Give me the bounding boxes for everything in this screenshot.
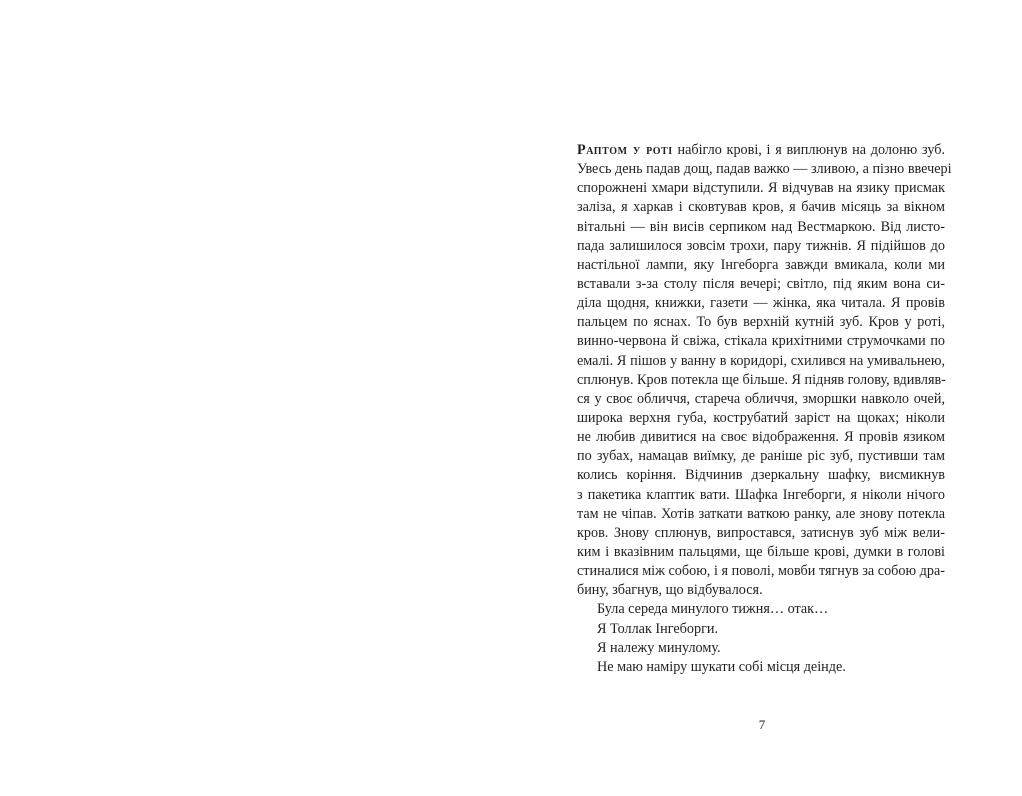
text-line: сплюнув. Кров потекла ще більше. Я підняв голову, вдивляв- — [577, 371, 946, 388]
text-line: вітальні — він висів серпиком над Вестмаркою. Від листо- — [577, 218, 945, 235]
short-paragraph: Не маю наміру шукати собі місця деінде. — [597, 658, 846, 675]
page-number: 7 — [758, 717, 766, 732]
text-line: стиналися між собою, і я поволі, мовби тягнув за собою дра- — [577, 563, 945, 580]
text-line: колись коріння. Відчинив дзеркальну шафку, висмикнув — [577, 467, 945, 484]
text-line: там не чіпав. Хотів заткати ваткою ранку, але знову потекла — [577, 505, 945, 522]
text-line: вставали з-за столу після вечері; світло, під яким вона си- — [577, 275, 945, 292]
text-line: кров. Знову сплюнув, випростався, затиснув зуб між вели- — [577, 524, 945, 541]
text-line: пада залишилося зовсім трохи, пару тижнів. Я підійшов до — [577, 237, 945, 254]
short-paragraph: Я Толлак Інгеборги. — [597, 620, 719, 637]
text-line: Увесь день падав дощ, падав важко — зливою, а пізно ввечері — [577, 161, 952, 178]
text-line: винно-червона й свіжа, стікала крихітними струмочками по — [577, 333, 945, 350]
text-line: ким і вказівним пальцями, ще більше крові, думки в голові — [577, 543, 945, 560]
text-line: з пакетика клаптик вати. Шафка Інгеборги, я ніколи нічого — [577, 486, 945, 503]
text-line: бину, збагнув, що відбувалося. — [577, 582, 763, 599]
text-line: заліза, я харкав і сковтував кров, я бачив місяць за вікном — [577, 199, 945, 216]
lead-in-smallcaps: Раптом у роті — [577, 142, 673, 158]
text-line: спорожнені хмари відступили. Я відчував на язику присмак — [577, 180, 945, 197]
text-line: широка верхня губа, кострубатий заріст на щоках; ніколи — [577, 409, 945, 426]
text-line: пальцем по яснах. То був верхній кутній зуб. Кров у роті, — [577, 314, 945, 331]
text-line: емалі. Я пішов у ванну в коридорі, схилився на умивальнею, — [577, 352, 945, 369]
text-line: настільної лампи, яку Інгеборга завжди вмикала, коли ми — [577, 256, 945, 273]
text-line: ся у своє обличчя, стареча обличчя, зморшки навколо очей, — [577, 390, 945, 407]
text-line: діла щодня, книжки, газети — жінка, яка читала. Я провів — [577, 295, 945, 312]
body-text — [577, 141, 952, 677]
text-line: по зубах, намацав виїмку, де раніше ріс зуб, пустивши там — [577, 448, 945, 465]
text-line — [577, 141, 945, 160]
short-paragraph: Я належу минулому. — [597, 639, 721, 656]
short-paragraph: Була середа минулого тижня… отак… — [597, 601, 829, 618]
text-line: не любив дивитися на своє відображення. Я провів язиком — [577, 429, 945, 446]
text-line-rest: набігло крові, і я виплюнув на долоню зуб. — [672, 142, 945, 158]
